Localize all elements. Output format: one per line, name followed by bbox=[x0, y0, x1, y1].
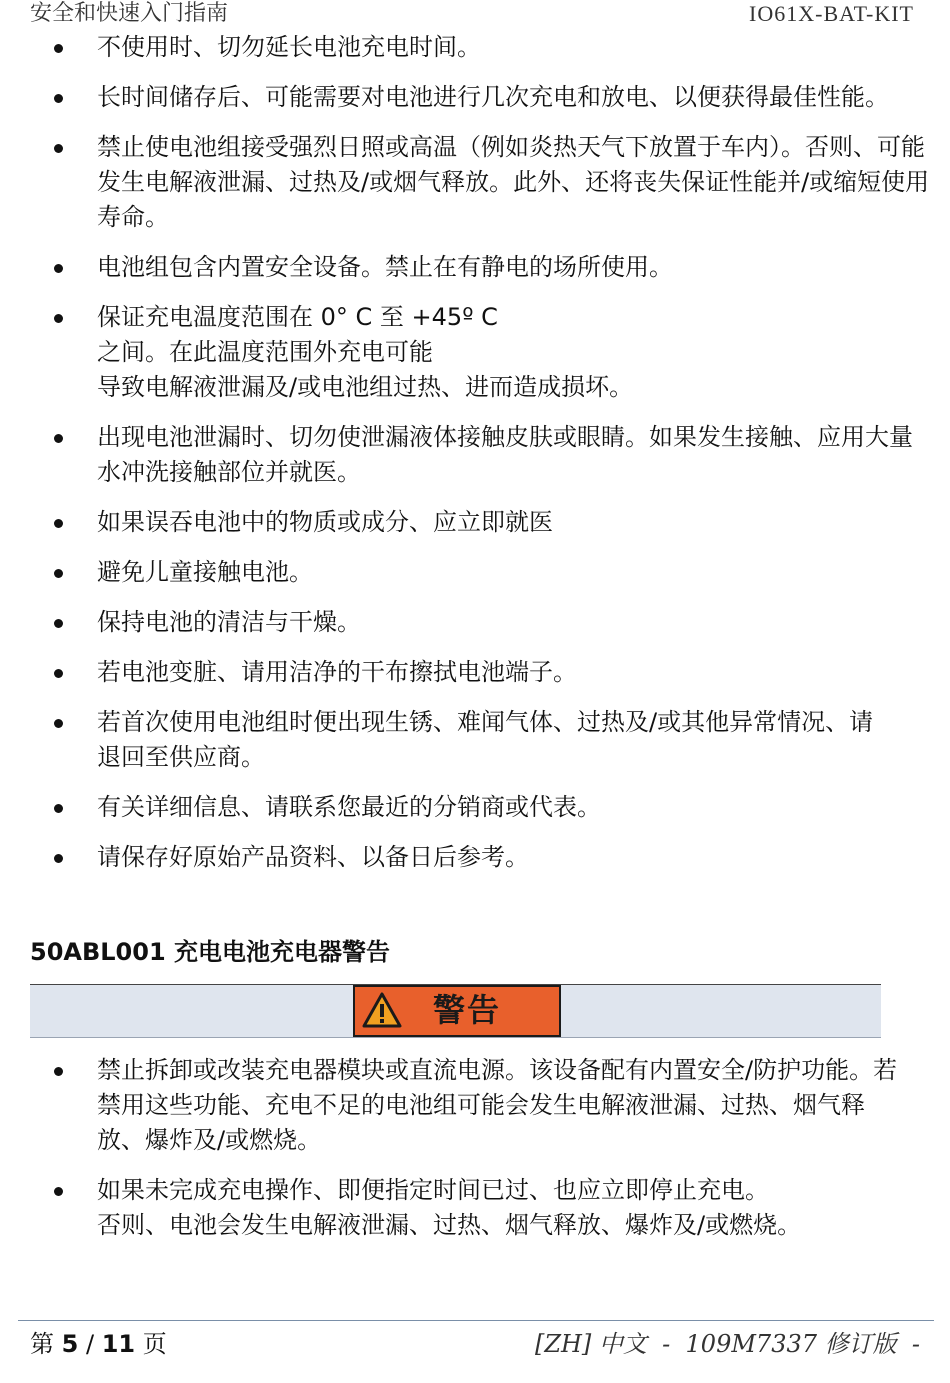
list-item-text-line: 保证充电温度范围在 0° C 至 +45º C bbox=[97, 303, 498, 331]
bullet-icon bbox=[54, 519, 63, 528]
list-item-text: 若首次使用电池组时便出现生锈、难闻气体、过热及/或其他异常情况、请退回至供应商。 bbox=[97, 708, 874, 771]
list-item-text: 禁止拆卸或改装充电器模块或直流电源。该设备配有内置安全/防护功能。若禁用这些功能、充电不足的电池组可能会发生电解液泄漏、过热、烟气释放、爆炸及/或燃烧。 bbox=[97, 1056, 898, 1154]
bullet-icon bbox=[54, 669, 63, 678]
list-item-text: 保持电池的清洁与干燥。 bbox=[97, 608, 361, 636]
list-item bbox=[0, 505, 942, 540]
bullet-icon bbox=[54, 619, 63, 628]
list-item-text-line: 之间。在此温度范围外充电可能 bbox=[97, 338, 433, 366]
list-item bbox=[0, 555, 942, 590]
list-item bbox=[0, 655, 942, 690]
bullet-icon bbox=[54, 434, 63, 443]
warning-label-box bbox=[353, 985, 561, 1037]
header-doc-code: IO61X-BAT-KIT bbox=[749, 1, 914, 26]
page-suffix: 页 bbox=[142, 1330, 167, 1358]
list-item bbox=[0, 80, 942, 115]
page-current: 5 bbox=[61, 1330, 79, 1358]
list-item bbox=[0, 1053, 922, 1158]
charger-section-title: 50ABL001 充电电池充电器警告 bbox=[30, 938, 391, 966]
header-title: 安全和快速入门指南 bbox=[30, 1, 229, 26]
list-item-text-line: 导致电解液泄漏及/或电池组过热、进而造成损坏。 bbox=[97, 373, 634, 401]
list-item-text: 请保存好原始产品资料、以备日后参考。 bbox=[97, 843, 529, 871]
list-item bbox=[0, 300, 942, 405]
bullet-icon bbox=[54, 569, 63, 578]
page-separator: / bbox=[85, 1330, 95, 1358]
bullet-icon bbox=[54, 854, 63, 863]
bullet-icon bbox=[54, 264, 63, 273]
bullet-icon bbox=[54, 144, 63, 153]
page-number bbox=[30, 1328, 167, 1360]
list-item bbox=[0, 605, 942, 640]
list-item-text: 电池组包含内置安全设备。禁止在有静电的场所使用。 bbox=[97, 253, 673, 281]
list-item-text-line: 否则、电池会发生电解液泄漏、过热、烟气释放、爆炸及/或燃烧。 bbox=[97, 1211, 802, 1239]
warning-triangle-icon bbox=[361, 991, 403, 1029]
list-item bbox=[0, 1173, 922, 1243]
list-item-text: 有关详细信息、请联系您最近的分销商或代表。 bbox=[97, 793, 601, 821]
warning-label: 警告 bbox=[433, 991, 502, 1029]
list-item-text: 禁止使电池组接受强烈日照或高温（例如炎热天气下放置于车内）。否则、可能发生电解液泄漏、过热及/或烟气释放。此外、还将丧失保证性能并/或缩短使用寿命。 bbox=[97, 133, 930, 231]
bullet-icon bbox=[54, 44, 63, 53]
list-item bbox=[0, 30, 942, 65]
page-total: 11 bbox=[101, 1330, 136, 1358]
charger-warning-list bbox=[0, 1053, 950, 1258]
list-item bbox=[0, 705, 950, 775]
list-item-text: 出现电池泄漏时、切勿使泄漏液体接触皮肤或眼睛。如果发生接触、应用大量水冲洗接触部位并就医。 bbox=[97, 423, 913, 486]
list-item-text: 避免儿童接触电池。 bbox=[97, 558, 313, 586]
list-item-text-line: 如果未完成充电操作、即便指定时间已过、也应立即停止充电。 bbox=[97, 1176, 769, 1204]
list-item-text: 长时间储存后、可能需要对电池进行几次充电和放电、以便获得最佳性能。 bbox=[97, 83, 889, 111]
bullet-icon bbox=[54, 314, 63, 323]
bullet-icon bbox=[54, 1187, 63, 1196]
list-item bbox=[0, 250, 942, 285]
bullet-icon bbox=[54, 719, 63, 728]
list-item-text: 不使用时、切勿延长电池充电时间。 bbox=[97, 33, 481, 61]
list-item bbox=[0, 420, 942, 490]
list-item bbox=[0, 840, 942, 875]
list-item-text: 如果误吞电池中的物质或成分、应立即就医 bbox=[97, 508, 553, 536]
bullet-icon bbox=[54, 94, 63, 103]
list-item bbox=[0, 130, 942, 235]
list-item-text: 若电池变脏、请用洁净的干布擦拭电池端子。 bbox=[97, 658, 577, 686]
bullet-icon bbox=[54, 1067, 63, 1076]
page-prefix: 第 bbox=[30, 1330, 54, 1358]
footer-divider bbox=[18, 1320, 934, 1321]
list-item bbox=[0, 790, 942, 825]
footer-doc-info: [ZH] 中文 - 109M7337 修订版 - bbox=[534, 1330, 920, 1358]
battery-safety-list bbox=[0, 30, 950, 890]
page-header bbox=[0, 0, 950, 28]
bullet-icon bbox=[54, 804, 63, 813]
